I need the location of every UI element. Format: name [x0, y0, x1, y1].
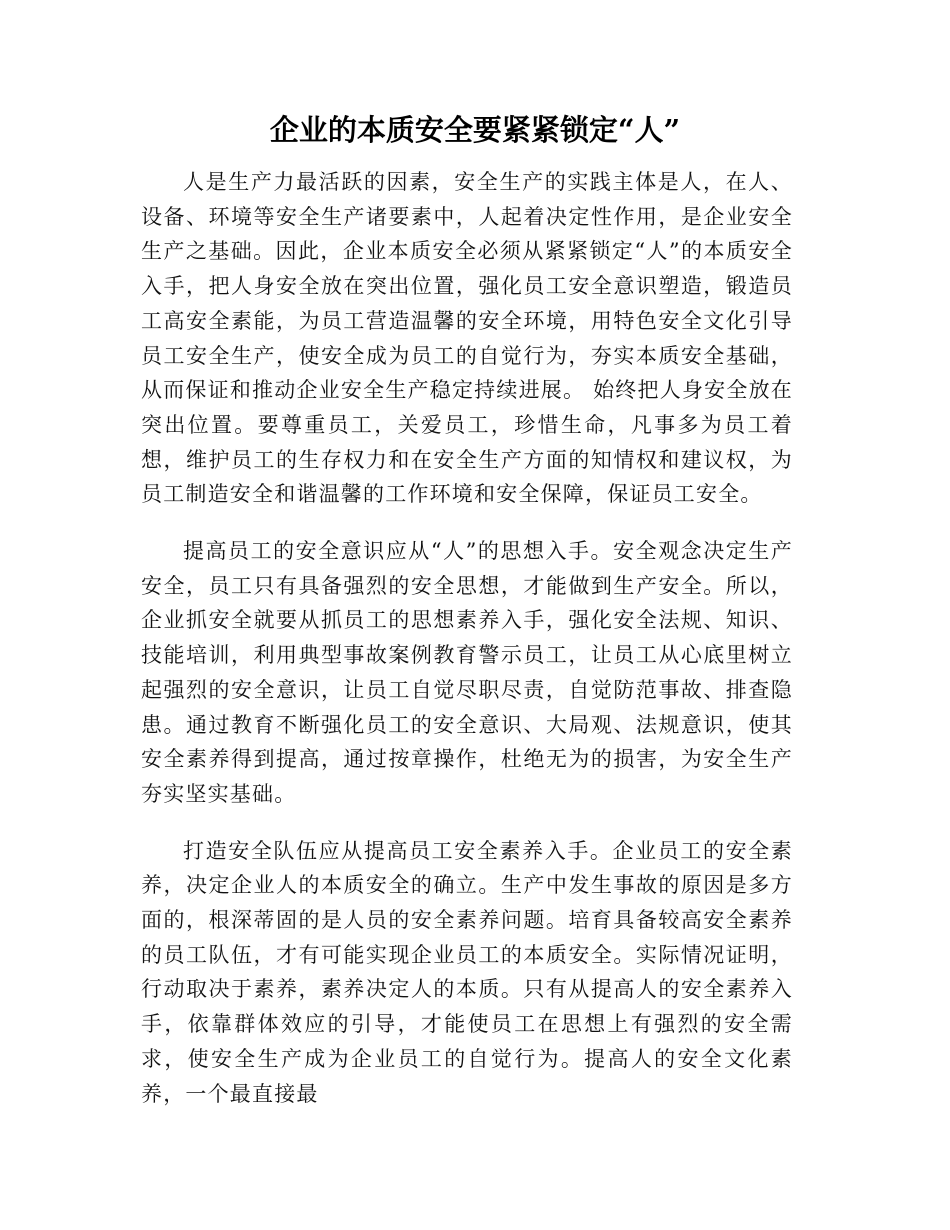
paragraph-1: 人是生产力最活跃的因素，安全生产的实践主体是人，在人、设备、环境等安全生产诸要素中，人起着决定性作用，是企业安全生产之基础。因此，企业本质安全必须从紧紧锁定“人”的本质安全入手，把人身安全放在突出位置，强化员工安全意识塑造，锻造员工高安全素能，为员工营造温馨的安全环境，用特色安全文化引导员工安全生产，使安全成为员工的自觉行为，夯实本质安全基础，从而保证和推动企业安全生产稳定持续进展。 始终把人身安全放在突出位置。要尊重员工，关爱员工，珍惜生命，凡事多为员工着想，维护员工的生存权力和在安全生产方面的知情权和建议权，为员工制造安全和谐温馨的工作环境和安全保障，保证员工安全。 [141, 170, 793, 507]
paragraph-2: 提高员工的安全意识应从“人”的思想入手。安全观念决定生产安全，员工只有具备强烈的安全思想，才能做到生产安全。所以，企业抓安全就要从抓员工的思想素养入手，强化安全法规、知识、技能培训，利用典型事故案例教育警示员工，让员工从心底里树立起强烈的安全意识，让员工自觉尽职尽责，自觉防范事故、排查隐患。通过教育不断强化员工的安全意识、大局观、法规意识，使其安全素养得到提高，通过按章操作，杜绝无为的损害，为安全生产夯实坚实基础。 [141, 539, 793, 806]
document-body [141, 165, 793, 1111]
paragraph-3: 打造安全队伍应从提高员工安全素养入手。企业员工的安全素养，决定企业人的本质安全的确立。生产中发生事故的原因是多方面的，根深蒂固的是人员的安全素养问题。培育具备较高安全素养的员工队伍，才有可能实现企业员工的本质安全。实际情况证明，行动取决于素养，素养决定人的本质。只有从提高人的安全素养入手，依靠群体效应的引导，才能使员工在思想上有强烈的安全需求，使安全生产成为企业员工的自觉行为。提高人的安全文化素养，一个最直接最 [141, 838, 793, 1106]
document-title: 企业的本质安全要紧紧锁定“人” [269, 113, 681, 147]
